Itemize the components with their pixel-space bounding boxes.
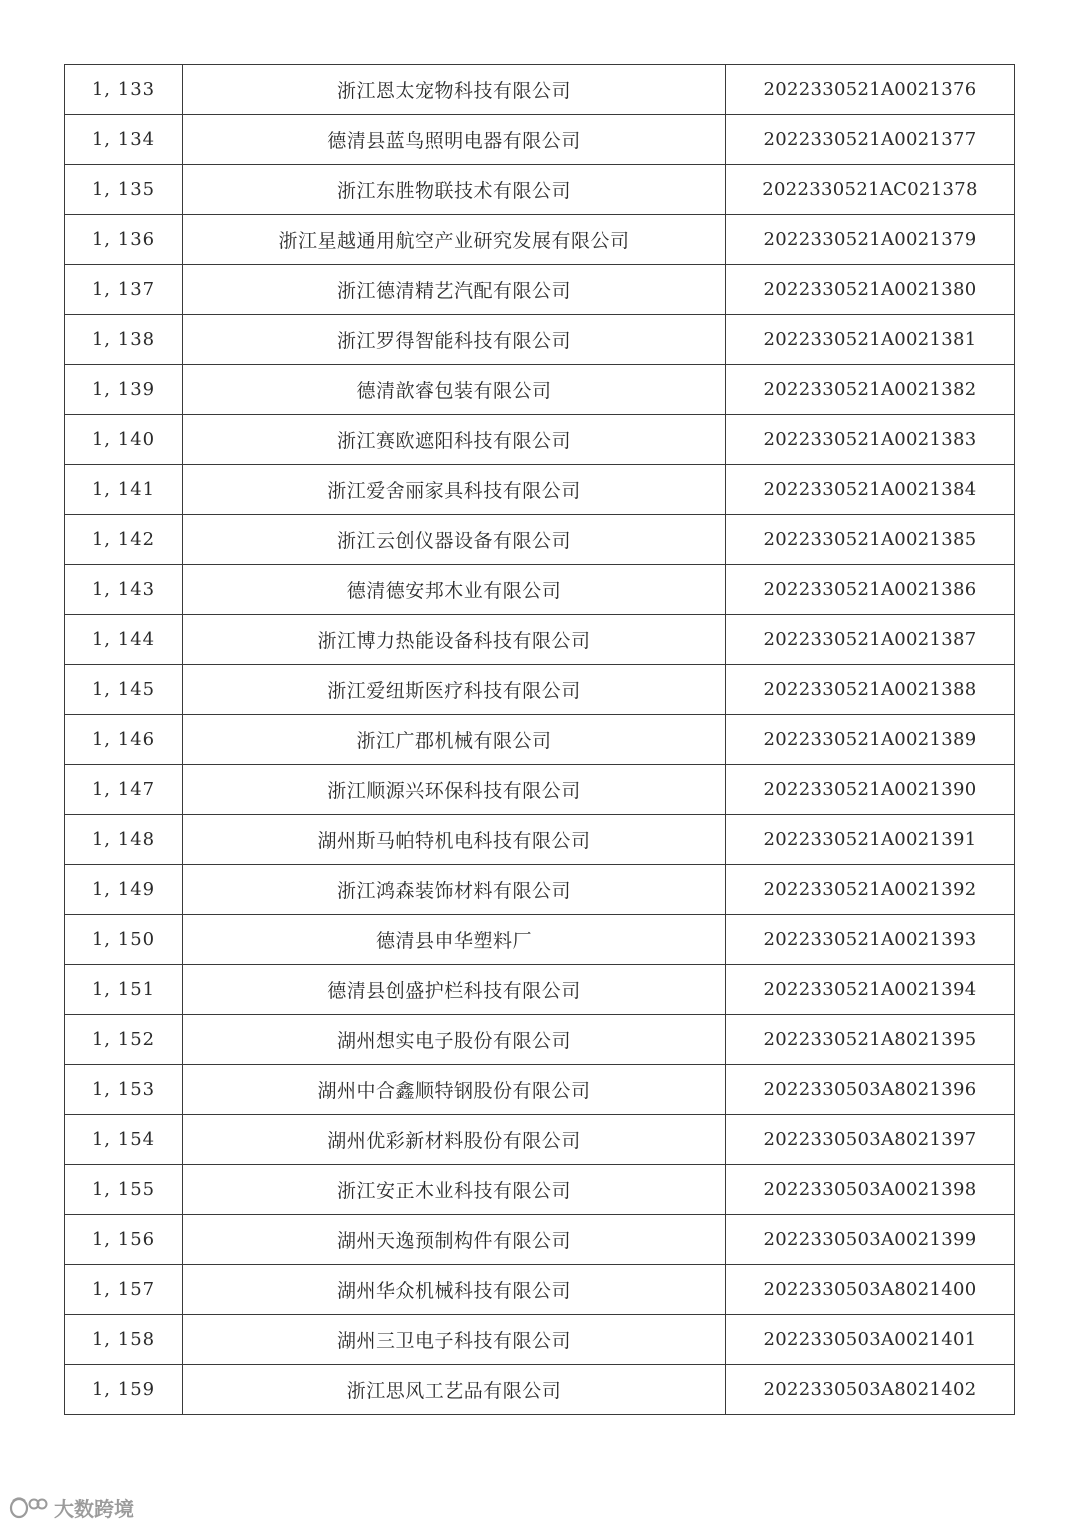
row-index: 1, 146: [65, 715, 183, 765]
table-row: [65, 265, 1015, 315]
company-name: 浙江爱纽斯医疗科技有限公司: [183, 665, 726, 715]
registration-code: 2022330521A0021384: [726, 465, 1015, 515]
company-name: 德清县蓝鸟照明电器有限公司: [183, 115, 726, 165]
row-index: 1, 150: [65, 915, 183, 965]
table-row: [65, 465, 1015, 515]
registration-code: 2022330503A8021402: [726, 1365, 1015, 1415]
company-name: 浙江安正木业科技有限公司: [183, 1165, 726, 1215]
row-index: 1, 151: [65, 965, 183, 1015]
registration-code: 2022330521A0021389: [726, 715, 1015, 765]
table-row: [65, 315, 1015, 365]
registration-code: 2022330521AC021378: [726, 165, 1015, 215]
company-name: 浙江广郡机械有限公司: [183, 715, 726, 765]
row-index: 1, 138: [65, 315, 183, 365]
row-index: 1, 134: [65, 115, 183, 165]
company-table-body: [65, 65, 1015, 1415]
company-name: 浙江鸿森装饰材料有限公司: [183, 865, 726, 915]
registration-code: 2022330521A0021376: [726, 65, 1015, 115]
row-index: 1, 145: [65, 665, 183, 715]
row-index: 1, 155: [65, 1165, 183, 1215]
company-name: 浙江思风工艺品有限公司: [183, 1365, 726, 1415]
table-row: [65, 1265, 1015, 1315]
table-row: [65, 965, 1015, 1015]
row-index: 1, 135: [65, 165, 183, 215]
table-row: [65, 715, 1015, 765]
company-name: 湖州优彩新材料股份有限公司: [183, 1115, 726, 1165]
row-index: 1, 147: [65, 765, 183, 815]
registration-code: 2022330521A0021390: [726, 765, 1015, 815]
registration-code: 2022330521A0021394: [726, 965, 1015, 1015]
registration-code: 2022330503A8021396: [726, 1065, 1015, 1115]
table-row: [65, 515, 1015, 565]
registration-code: 2022330521A0021393: [726, 915, 1015, 965]
watermark-text: 大数跨境: [54, 1497, 134, 1521]
registration-code: 2022330503A8021397: [726, 1115, 1015, 1165]
company-name: 湖州天逸预制构件有限公司: [183, 1215, 726, 1265]
row-index: 1, 133: [65, 65, 183, 115]
company-name: 湖州斯马帕特机电科技有限公司: [183, 815, 726, 865]
table-row: [65, 815, 1015, 865]
row-index: 1, 140: [65, 415, 183, 465]
company-name: 浙江德清精艺汽配有限公司: [183, 265, 726, 315]
table-row: [65, 765, 1015, 815]
registration-code: 2022330521A0021377: [726, 115, 1015, 165]
registration-code: 2022330521A0021385: [726, 515, 1015, 565]
table-row: [65, 1015, 1015, 1065]
registration-code: 2022330521A0021379: [726, 215, 1015, 265]
row-index: 1, 157: [65, 1265, 183, 1315]
table-row: [65, 915, 1015, 965]
registration-code: 2022330503A0021398: [726, 1165, 1015, 1215]
company-name: 德清德安邦木业有限公司: [183, 565, 726, 615]
registration-code: 2022330521A0021391: [726, 815, 1015, 865]
company-name: 德清县申华塑料厂: [183, 915, 726, 965]
registration-code: 2022330521A0021380: [726, 265, 1015, 315]
company-name: 湖州想实电子股份有限公司: [183, 1015, 726, 1065]
row-index: 1, 149: [65, 865, 183, 915]
row-index: 1, 144: [65, 615, 183, 665]
table-row: [65, 1065, 1015, 1115]
table-row: [65, 1315, 1015, 1365]
table-row: [65, 1165, 1015, 1215]
table-row: [65, 165, 1015, 215]
table-row: [65, 65, 1015, 115]
registration-code: 2022330521A8021395: [726, 1015, 1015, 1065]
row-index: 1, 136: [65, 215, 183, 265]
table-row: [65, 365, 1015, 415]
row-index: 1, 154: [65, 1115, 183, 1165]
company-name: 浙江星越通用航空产业研究发展有限公司: [183, 215, 726, 265]
row-index: 1, 152: [65, 1015, 183, 1065]
company-name: 浙江爱舍丽家具科技有限公司: [183, 465, 726, 515]
table-row: [65, 665, 1015, 715]
company-name: 浙江罗得智能科技有限公司: [183, 315, 726, 365]
registration-code: 2022330521A0021381: [726, 315, 1015, 365]
table-row: [65, 565, 1015, 615]
registration-code: 2022330503A0021399: [726, 1215, 1015, 1265]
company-name: 浙江云创仪器设备有限公司: [183, 515, 726, 565]
company-name: 德清县创盛护栏科技有限公司: [183, 965, 726, 1015]
table-row: [65, 1365, 1015, 1415]
row-index: 1, 143: [65, 565, 183, 615]
company-name: 湖州华众机械科技有限公司: [183, 1265, 726, 1315]
company-name: 德清歆睿包装有限公司: [183, 365, 726, 415]
company-table: [64, 64, 1015, 1415]
registration-code: 2022330521A0021387: [726, 615, 1015, 665]
registration-code: 2022330521A0021388: [726, 665, 1015, 715]
table-row: [65, 615, 1015, 665]
row-index: 1, 159: [65, 1365, 183, 1415]
table-row: [65, 115, 1015, 165]
row-index: 1, 158: [65, 1315, 183, 1365]
table-row: [65, 415, 1015, 465]
row-index: 1, 148: [65, 815, 183, 865]
registration-code: 2022330521A0021383: [726, 415, 1015, 465]
table-row: [65, 215, 1015, 265]
registration-code: 2022330521A0021382: [726, 365, 1015, 415]
row-index: 1, 142: [65, 515, 183, 565]
company-name: 浙江顺源兴环保科技有限公司: [183, 765, 726, 815]
registration-code: 2022330521A0021392: [726, 865, 1015, 915]
row-index: 1, 139: [65, 365, 183, 415]
watermark: [8, 1493, 134, 1522]
row-index: 1, 137: [65, 265, 183, 315]
registration-code: 2022330503A0021401: [726, 1315, 1015, 1365]
company-name: 湖州三卫电子科技有限公司: [183, 1315, 726, 1365]
company-table-container: [64, 64, 1014, 1415]
table-row: [65, 865, 1015, 915]
row-index: 1, 141: [65, 465, 183, 515]
table-row: [65, 1115, 1015, 1165]
company-name: 浙江赛欧遮阳科技有限公司: [183, 415, 726, 465]
table-row: [65, 1215, 1015, 1265]
company-name: 湖州中合鑫顺特钢股份有限公司: [183, 1065, 726, 1115]
row-index: 1, 153: [65, 1065, 183, 1115]
company-name: 浙江东胜物联技术有限公司: [183, 165, 726, 215]
row-index: 1, 156: [65, 1215, 183, 1265]
registration-code: 2022330503A8021400: [726, 1265, 1015, 1315]
company-name: 浙江博力热能设备科技有限公司: [183, 615, 726, 665]
company-name: 浙江恩太宠物科技有限公司: [183, 65, 726, 115]
brand-logo-icon: [8, 1495, 48, 1521]
registration-code: 2022330521A0021386: [726, 565, 1015, 615]
